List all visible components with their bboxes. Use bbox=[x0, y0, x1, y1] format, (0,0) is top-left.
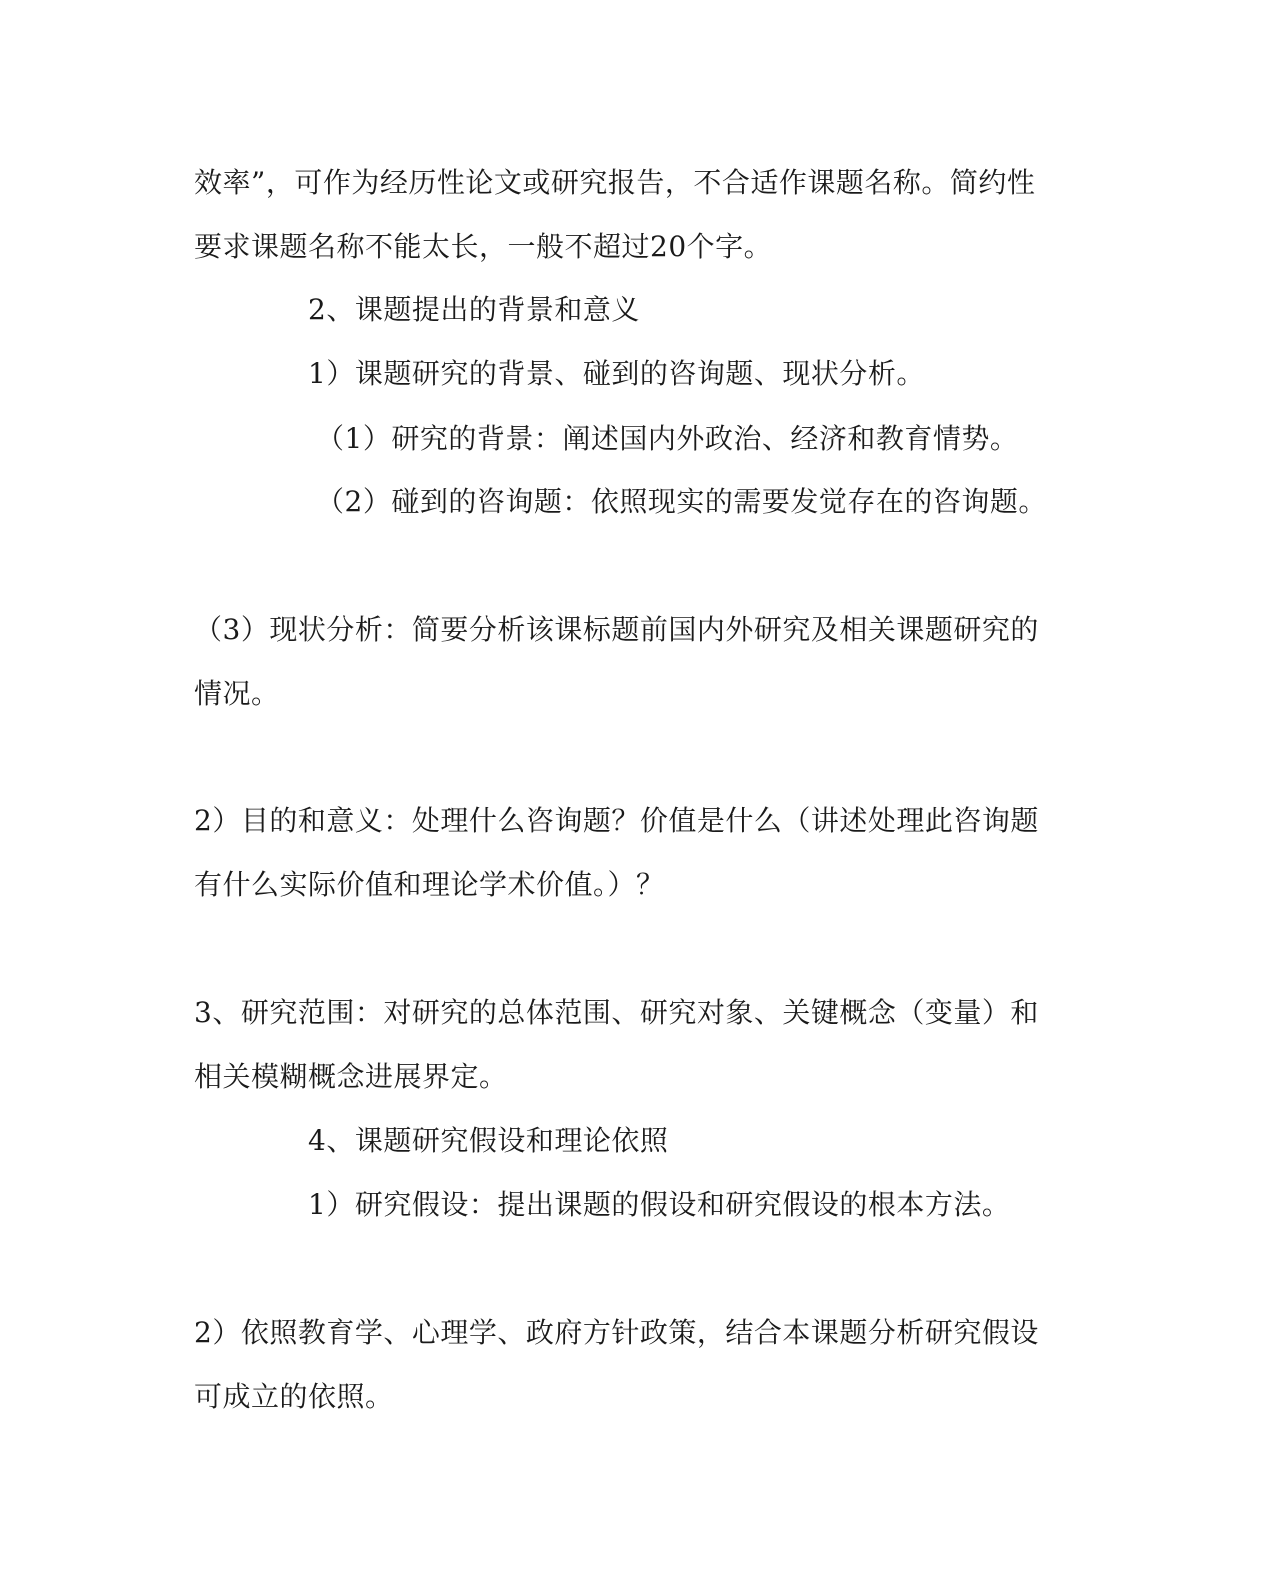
section-heading: 2、课题提出的背景和意义 bbox=[308, 293, 640, 326]
paragraph-line: 要求课题名称不能太长，一般不超过20个字。 bbox=[194, 230, 773, 263]
paragraph-line: 效率”，可作为经历性论文或研究报告，不合适作课题名称。简约性 bbox=[194, 166, 1036, 199]
paragraph-line: 有什么实际价值和理论学术价值。）？ bbox=[194, 868, 665, 901]
subsection-heading: 2）目的和意义：处理什么咨询题？价值是什么（讲述处理此咨询题 bbox=[194, 804, 1039, 837]
paragraph-line: 情况。 bbox=[194, 677, 280, 710]
paragraph-line: 可成立的依照。 bbox=[194, 1380, 394, 1413]
subsection-heading: 1）课题研究的背景、碰到的咨询题、现状分析。 bbox=[308, 357, 925, 390]
list-item: （1）研究的背景：阐述国内外政治、经济和教育情势。 bbox=[316, 422, 1019, 455]
section-heading: 3、研究范围：对研究的总体范围、研究对象、关键概念（变量）和 bbox=[194, 996, 1039, 1029]
list-item: （2）碰到的咨询题：依照现实的需要发觉存在的咨询题。 bbox=[316, 485, 1047, 518]
subsection-heading: 1）研究假设：提出课题的假设和研究假设的根本方法。 bbox=[308, 1188, 1011, 1221]
paragraph-line: 相关模糊概念进展界定。 bbox=[194, 1060, 508, 1093]
subsection-heading: 2）依照教育学、心理学、政府方针政策，结合本课题分析研究假设 bbox=[194, 1316, 1039, 1349]
section-heading: 4、课题研究假设和理论依照 bbox=[308, 1124, 669, 1157]
list-item: （3）现状分析：简要分析该课标题前国内外研究及相关课题研究的 bbox=[194, 613, 1039, 646]
